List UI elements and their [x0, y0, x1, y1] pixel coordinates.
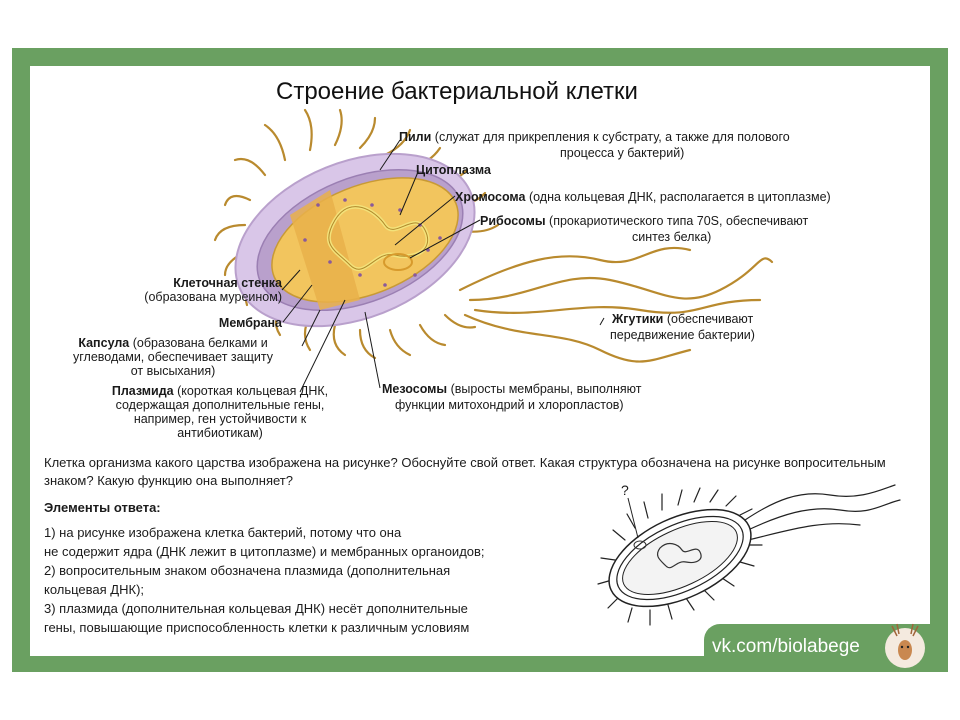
label-capsule-desc-2: углеводами, обеспечивает защиту: [73, 350, 273, 364]
label-chromosome-desc: (одна кольцевая ДНК, располагается в цитоплазме): [528, 190, 831, 204]
label-plasmid-desc-4: антибиотикам): [177, 426, 263, 440]
answer-line: не содержит ядра (ДНК лежит в цитоплазме) и мембранных органоидов;: [44, 544, 485, 559]
label-ribosomes-name: Рибосомы: [480, 214, 546, 228]
label-cell-wall-desc: (образована муреином): [144, 290, 282, 304]
watermark-text: vk.com/biolabege: [712, 636, 860, 657]
sketch-question-mark: ?: [621, 482, 629, 498]
label-plasmid-desc-2: содержащая дополнительные гены,: [115, 398, 325, 412]
label-mesosomes-desc-1: (выросты мембраны, выполняют: [450, 382, 642, 396]
label-flagella-desc-1: (обеспечивают: [666, 312, 754, 326]
label-ribosomes-desc-1: (прокариотического типа 70S, обеспечивают: [549, 214, 809, 228]
answer-line: 3) плазмида (дополнительная кольцевая ДНК) несёт дополнительные: [44, 601, 468, 616]
label-capsule-name: Капсула: [78, 336, 130, 350]
label-ribosomes-desc-2: синтез белка): [632, 230, 712, 244]
page-title: Строение бактериальной клетки: [276, 78, 638, 105]
label-mesosomes-desc-2: функции митохондрий и хлоропластов): [395, 398, 624, 412]
answer-heading: Элементы ответа:: [44, 500, 161, 515]
label-membrane-name: Мембрана: [218, 316, 282, 330]
question-text: Клетка организма какого царства изображена на рисунке? Обоснуйте свой ответ. Какая структура обозначена на рисунке вопросительным знаком? Какую функцию она выполняет?: [44, 455, 886, 488]
label-capsule-desc-3: от высыхания): [130, 364, 216, 378]
answer-line: 1) на рисунке изображена клетка бактерий, потому что она: [44, 525, 402, 540]
label-mesosomes-name: Мезосомы: [382, 382, 448, 396]
label-pili-name: Пили: [399, 130, 432, 144]
label-pili-desc-2: процесса у бактерий): [560, 146, 685, 160]
label-pili-desc-1: (служат для прикрепления к субстрату, а также для полового: [434, 130, 790, 144]
label-plasmid-name: Плазмида: [111, 384, 174, 398]
answer-line: кольцевая ДНК);: [44, 582, 145, 597]
label-plasmid-desc-3: например, ген устойчивости к: [133, 412, 307, 426]
label-capsule-desc-1: (образована белками и: [132, 336, 268, 350]
label-flagella-name: Жгутики: [612, 312, 664, 326]
answer-line: 2) вопросительным знаком обозначена плазмида (дополнительная: [44, 563, 451, 578]
label-flagella-desc-2: передвижение бактерии): [610, 328, 755, 342]
label-plasmid-desc-1: (короткая кольцевая ДНК,: [177, 384, 329, 398]
label-cytoplasm-name: Цитоплазма: [416, 163, 491, 177]
label-chromosome-name: Хромосома: [455, 190, 526, 204]
label-cell-wall-name: Клеточная стенка: [173, 276, 282, 290]
answer-line: гены, повышающие приспособленность клетки к различным условиям: [44, 620, 470, 635]
